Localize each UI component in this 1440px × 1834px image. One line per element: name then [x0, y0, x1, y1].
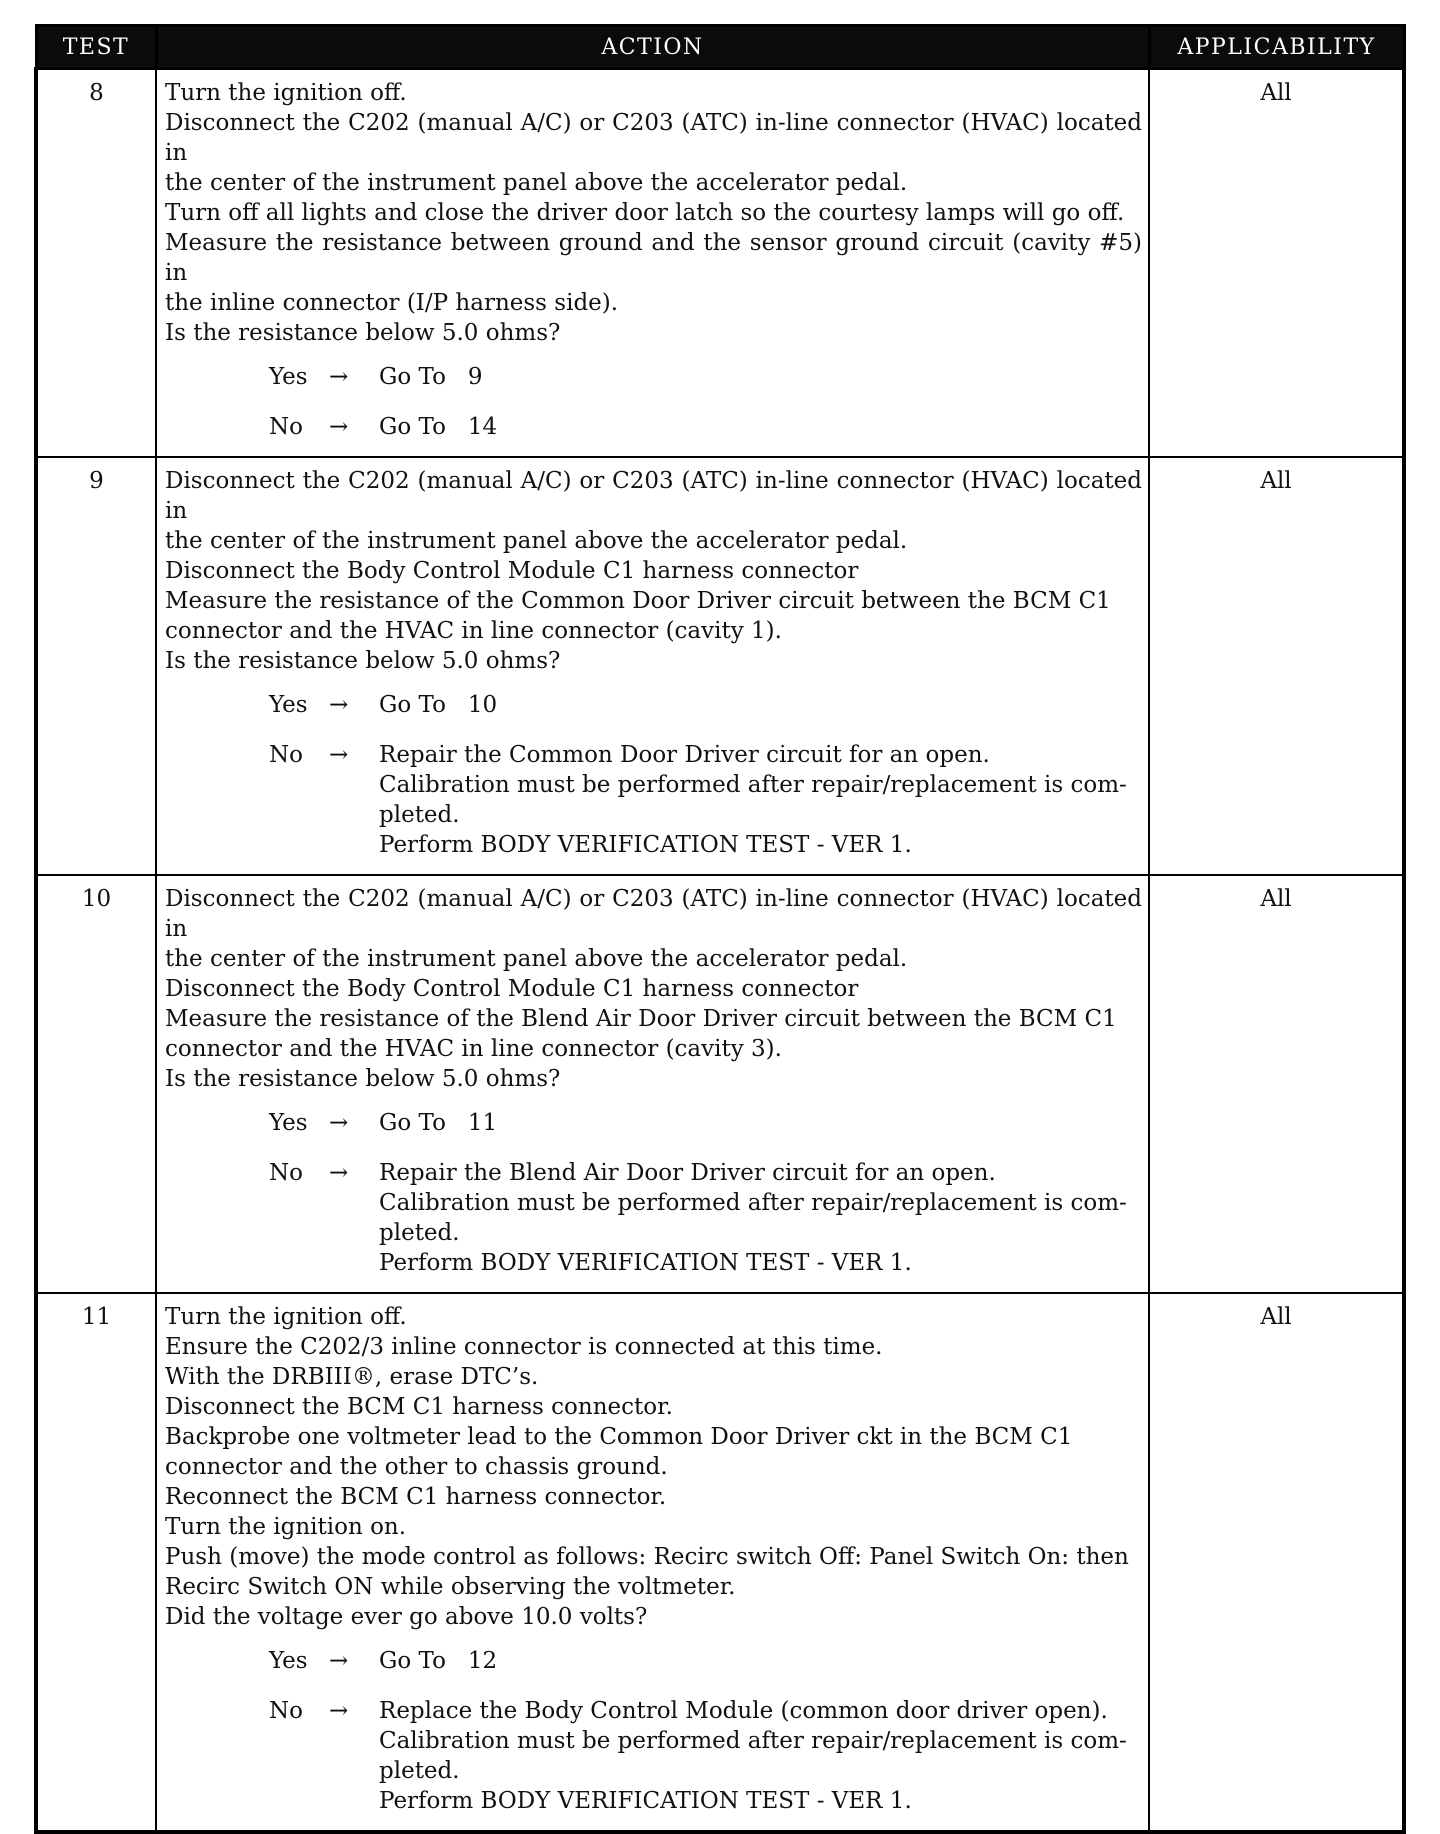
test-number: 11: [36, 1293, 156, 1832]
action-step: Disconnect the Body Control Module C1 harness connector: [165, 558, 859, 584]
arrow-icon: →: [329, 1110, 349, 1136]
action-step: Recirc Switch ON while observing the voltmeter.: [165, 1574, 736, 1600]
action-step: Disconnect the BCM C1 harness connector.: [165, 1394, 673, 1420]
action-step: Measure the resistance of the Common Door Driver circuit between the BCM C1: [165, 588, 1111, 614]
answer-list: [165, 1646, 1142, 1816]
table-row: [36, 457, 1404, 875]
answer-item: [269, 690, 1142, 720]
action-step: Turn the ignition off.: [165, 1304, 407, 1330]
arrow-icon: →: [329, 692, 349, 718]
answer-result: [379, 690, 1142, 720]
action-step: the inline connector (I/P harness side).: [165, 290, 619, 316]
diagnostic-test-page: [34, 24, 1402, 1834]
header-test: TEST: [36, 26, 156, 69]
answer-item: [269, 412, 1142, 442]
result-line: Perform BODY VERIFICATION TEST - VER 1.: [379, 1250, 912, 1276]
result-line: Perform BODY VERIFICATION TEST - VER 1.: [379, 1788, 912, 1814]
result-line: Go To 10: [379, 692, 498, 718]
result-line: Calibration must be performed after repair/replacement is com-: [379, 772, 1127, 798]
action-step: Is the resistance below 5.0 ohms?: [165, 1066, 561, 1092]
answer-label: Yes: [269, 1110, 308, 1136]
action-step: Measure the resistance between ground and the sensor ground circuit (cavity #5) in: [165, 230, 1142, 286]
arrow-icon: →: [329, 364, 349, 390]
answer-list: [165, 1108, 1142, 1278]
test-number: 10: [36, 875, 156, 1293]
result-line: pleted.: [379, 802, 460, 828]
action-step: Reconnect the BCM C1 harness connector.: [165, 1484, 667, 1510]
action-step: With the DRBIII®, erase DTC’s.: [165, 1364, 539, 1390]
action-step: Measure the resistance of the Blend Air Door Driver circuit between the BCM C1: [165, 1006, 1117, 1032]
result-line: Repair the Common Door Driver circuit for an open.: [379, 742, 990, 768]
answer-item: [269, 1646, 1142, 1676]
result-line: Calibration must be performed after repair/replacement is com-: [379, 1190, 1127, 1216]
action-cell: [156, 457, 1149, 875]
answer-label: No: [269, 1698, 303, 1724]
answer-result: [379, 1108, 1142, 1138]
action-step: Did the voltage ever go above 10.0 volts?: [165, 1604, 648, 1630]
action-step: Disconnect the C202 (manual A/C) or C203 (ATC) in-line connector (HVAC) located in: [165, 110, 1142, 166]
result-line: pleted.: [379, 1758, 460, 1784]
action-step: the center of the instrument panel above the accelerator pedal.: [165, 946, 908, 972]
action-step: connector and the other to chassis ground.: [165, 1454, 668, 1480]
arrow-icon: →: [329, 742, 349, 768]
result-line: Go To 9: [379, 364, 483, 390]
result-line: pleted.: [379, 1220, 460, 1246]
arrow-icon: →: [329, 414, 349, 440]
action-step: connector and the HVAC in line connector (cavity 1).: [165, 618, 782, 644]
table-header: [36, 26, 1404, 69]
answer-result: [379, 1158, 1142, 1278]
arrow-icon: →: [329, 1648, 349, 1674]
action-step: Disconnect the C202 (manual A/C) or C203 (ATC) in-line connector (HVAC) located in: [165, 468, 1142, 524]
result-line: Repair the Blend Air Door Driver circuit for an open.: [379, 1160, 996, 1186]
action-step: Is the resistance below 5.0 ohms?: [165, 320, 561, 346]
action-step: Ensure the C202/3 inline connector is connected at this time.: [165, 1334, 883, 1360]
header-action: ACTION: [156, 26, 1149, 69]
result-line: Replace the Body Control Module (common door driver open).: [379, 1698, 1108, 1724]
answer-list: [165, 362, 1142, 442]
table-row: [36, 875, 1404, 1293]
table-row: [36, 69, 1404, 458]
action-step: the center of the instrument panel above the accelerator pedal.: [165, 170, 908, 196]
action-step: Disconnect the Body Control Module C1 harness connector: [165, 976, 859, 1002]
action-cell: [156, 69, 1149, 458]
action-step: the center of the instrument panel above the accelerator pedal.: [165, 528, 908, 554]
result-line: Go To 14: [379, 414, 498, 440]
result-line: Calibration must be performed after repair/replacement is com-: [379, 1728, 1127, 1754]
result-line: Perform BODY VERIFICATION TEST - VER 1.: [379, 832, 912, 858]
action-step: connector and the HVAC in line connector (cavity 3).: [165, 1036, 782, 1062]
answer-item: [269, 1696, 1142, 1816]
answer-label: Yes: [269, 692, 308, 718]
action-cell: [156, 1293, 1149, 1832]
arrow-icon: →: [329, 1698, 349, 1724]
answer-result: [379, 362, 1142, 392]
applicability-value: All: [1149, 1293, 1404, 1832]
action-cell: [156, 875, 1149, 1293]
action-step: Turn the ignition off.: [165, 80, 407, 106]
result-line: Go To 11: [379, 1110, 498, 1136]
action-step: Is the resistance below 5.0 ohms?: [165, 648, 561, 674]
action-step: Turn off all lights and close the driver door latch so the courtesy lamps will go off.: [165, 200, 1125, 226]
header-applicability: APPLICABILITY: [1149, 26, 1404, 69]
answer-item: [269, 1158, 1142, 1278]
answer-label: No: [269, 414, 303, 440]
answer-result: [379, 740, 1142, 860]
answer-result: [379, 1696, 1142, 1816]
answer-result: [379, 1646, 1142, 1676]
applicability-value: All: [1149, 457, 1404, 875]
action-step: Push (move) the mode control as follows: Recirc switch Off: Panel Switch On: then: [165, 1544, 1129, 1570]
answer-label: No: [269, 742, 303, 768]
answer-label: No: [269, 1160, 303, 1186]
answer-label: Yes: [269, 1648, 308, 1674]
action-step: Disconnect the C202 (manual A/C) or C203 (ATC) in-line connector (HVAC) located in: [165, 886, 1142, 942]
result-line: Go To 12: [379, 1648, 498, 1674]
answer-item: [269, 1108, 1142, 1138]
applicability-value: All: [1149, 875, 1404, 1293]
table-row: [36, 1293, 1404, 1832]
diagnostic-test-table: [34, 24, 1406, 1834]
answer-item: [269, 362, 1142, 392]
test-number: 9: [36, 457, 156, 875]
arrow-icon: →: [329, 1160, 349, 1186]
test-number: 8: [36, 69, 156, 458]
answer-label: Yes: [269, 364, 308, 390]
table-body: [36, 69, 1404, 1833]
answer-result: [379, 412, 1142, 442]
applicability-value: All: [1149, 69, 1404, 458]
answer-item: [269, 740, 1142, 860]
action-step: Turn the ignition on.: [165, 1514, 407, 1540]
answer-list: [165, 690, 1142, 860]
action-step: Backprobe one voltmeter lead to the Common Door Driver ckt in the BCM C1: [165, 1424, 1073, 1450]
